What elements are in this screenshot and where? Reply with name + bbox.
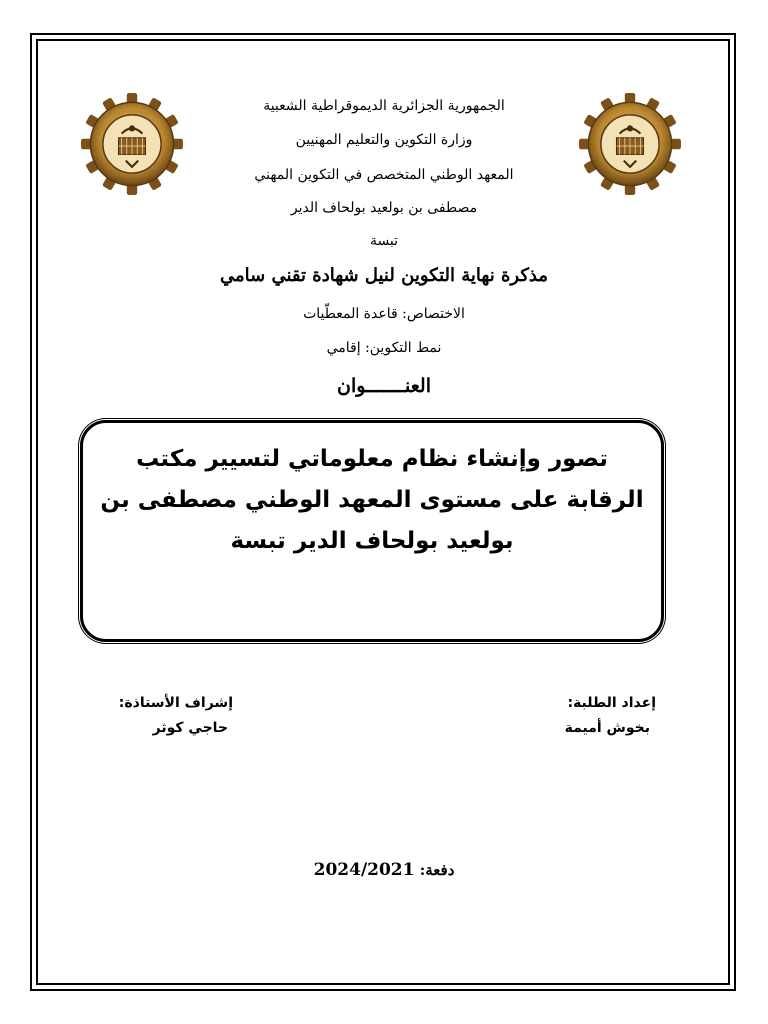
header-republic: الجمهورية الجزائرية الديموقراطية الشعبية (263, 98, 505, 114)
header-ministry: وزارة التكوين والتعليم المهنيين (295, 132, 473, 148)
memo-subtitle: مذكرة نهاية التكوين لنيل شهادة تقني سامي (220, 265, 548, 286)
title-line: الرقابة على مستوى المعهد الوطني مصطفى بن (100, 487, 644, 513)
student-label: إعداد الطلبة: (567, 695, 656, 711)
header-institute-name: مصطفى بن بولعيد بولحاف الدير (290, 200, 478, 216)
supervisor-label: إشراف الأستاذة: (118, 695, 233, 711)
header-institute: المعهد الوطني المتخصص في التكوين المهني (254, 167, 514, 183)
title-heading: العنـــــــوان (337, 375, 431, 397)
student-name: بخوش أميمة (564, 720, 650, 736)
batch-label: دفعة: (419, 861, 455, 879)
supervisor-name: حاجي كوثر (152, 720, 228, 736)
batch-years: 2024/2021 (313, 860, 415, 880)
batch-line (0, 860, 768, 880)
training-mode: نمط التكوين: إقامي (326, 340, 442, 356)
specialty: الاختصاص: قاعدة المعطّيات (303, 306, 465, 322)
header-city: تبسة (369, 233, 399, 249)
title-line: بولعيد بولحاف الدير تبسة (230, 528, 514, 554)
title-line: تصور وإنشاء نظام معلوماتي لتسيير مكتب (136, 446, 608, 472)
